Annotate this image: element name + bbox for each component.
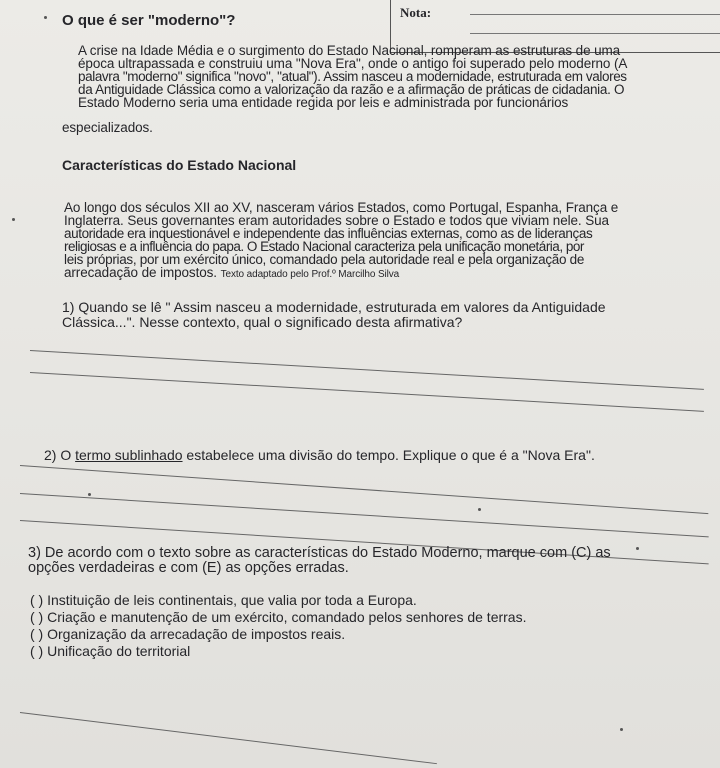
question-1-line: 1) Quando se lê " Assim nasceu a modernidade, estruturada em valores da Antiguidade	[62, 299, 606, 315]
intro-last-line: especializados.	[62, 120, 153, 135]
body-line: autoridade era inquestionável e independente das influências externas, como as de lideranças	[64, 226, 593, 241]
intro-line: palavra "moderno" significa "novo", "atual"). Assim nasceu a modernidade, estruturada em valores	[78, 69, 627, 84]
body-line	[64, 266, 618, 281]
paper-speck	[478, 508, 481, 511]
intro-line: Estado Moderno seria uma entidade regida por leis e administrada por funcionários	[78, 95, 569, 110]
body-line: leis próprias, por um exército único, comandado pela autoridade real e pela organização de	[64, 252, 585, 267]
page-title: O que é ser "moderno"?	[62, 12, 236, 29]
credit-note: Texto adaptado pelo Prof.º Marcilho Silva	[220, 269, 400, 280]
question-3-line: 3) De acordo com o texto sobre as características do Estado Moderno, marque com (C) as	[28, 545, 611, 561]
paper-speck	[12, 218, 15, 221]
answer-line[interactable]	[30, 350, 704, 390]
body-line: religiosas e a influência do papa. O Estado Nacional caracteriza pela unificação monetária, por	[64, 239, 584, 254]
question-2-text: estabelece uma divisão do tempo. Explique o que é a "Nova Era".	[182, 447, 595, 463]
body-line-text: arrecadação de impostos.	[64, 265, 217, 280]
question-2-text: 2) O	[44, 447, 76, 463]
question-2	[44, 448, 595, 463]
body-paragraph	[64, 201, 618, 281]
answer-line[interactable]	[30, 372, 704, 412]
answer-line[interactable]	[20, 493, 709, 537]
question-3-line: opções verdadeiras e com (E) as opções erradas.	[28, 560, 349, 576]
question-1	[62, 300, 606, 330]
underlined-term: termo sublinhado	[75, 447, 183, 463]
option-3[interactable]: ( ) Organização da arrecadação de impostos reais.	[30, 626, 346, 642]
intro-paragraph	[78, 44, 627, 109]
option-1[interactable]: ( ) Instituição de leis continentais, que valia por toda a Europa.	[30, 592, 417, 608]
paper-speck	[620, 728, 623, 731]
section-heading: Características do Estado Nacional	[62, 157, 297, 173]
question-1-line: Clássica...". Nesse contexto, qual o significado desta afirmativa?	[62, 314, 463, 330]
grade-label: Nota:	[400, 5, 432, 20]
question-3	[28, 546, 611, 576]
intro-line: A crise na Idade Média e o surgimento do Estado Nacional, romperam as estruturas de uma	[78, 43, 621, 58]
grade-line	[470, 33, 720, 34]
grade-line	[470, 14, 720, 15]
answer-line[interactable]	[20, 465, 708, 514]
answer-line[interactable]	[20, 712, 437, 764]
body-line: Inglaterra. Seus governantes eram autoridades sobre o Estado e todos que viviam nele. Sua	[64, 213, 609, 228]
option-4[interactable]: ( ) Unificação do territorial	[30, 643, 191, 659]
body-line: Ao longo dos séculos XII ao XV, nasceram vários Estados, como Portugal, Espanha, França e	[64, 200, 619, 215]
question-2-line	[44, 448, 595, 463]
paper-speck	[636, 547, 639, 550]
option-2[interactable]: ( ) Criação e manutenção de um exército, comandado pelos senhores de terras.	[30, 609, 527, 625]
paper-speck	[44, 16, 47, 19]
intro-line: época ultrapassada e construiu uma "Nova Era", onde o antigo foi superado pelo moderno (A	[78, 56, 628, 71]
paper-speck	[88, 493, 91, 496]
intro-line: da Antiguidade Clássica como a valorização da razão e a afirmação de práticas de cidadania. O	[78, 82, 625, 97]
